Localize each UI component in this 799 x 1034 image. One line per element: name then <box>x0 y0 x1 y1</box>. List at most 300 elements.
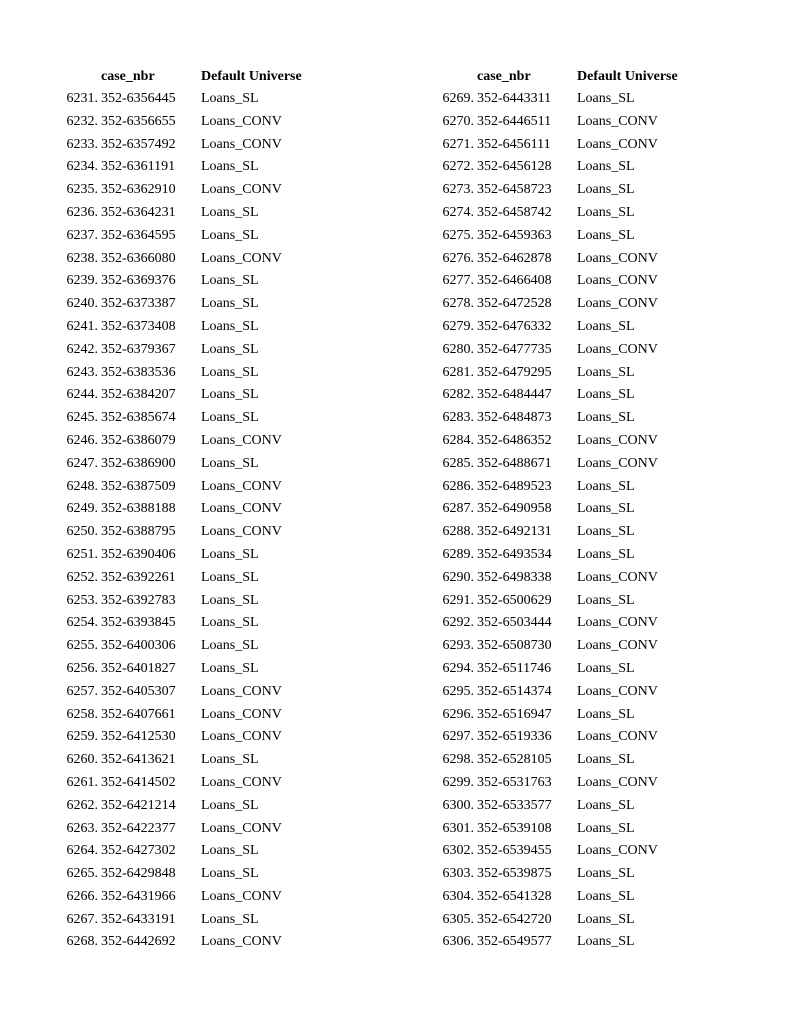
table-row <box>432 544 762 567</box>
universe-value: Loans_SL <box>201 387 259 403</box>
table-row <box>56 704 386 727</box>
case-number: 352-6462878 <box>477 250 552 266</box>
table-row <box>432 567 762 590</box>
case-number: 352-6541328 <box>477 888 552 904</box>
case-number: 352-6500629 <box>477 592 552 608</box>
row-number: 6273. <box>442 182 474 198</box>
case-number: 352-6401827 <box>101 660 176 676</box>
case-number: 352-6356445 <box>101 91 176 106</box>
case-number: 352-6393845 <box>101 615 176 631</box>
table-row <box>56 612 386 635</box>
case-number: 352-6386079 <box>101 432 176 448</box>
universe-value: Loans_CONV <box>201 501 282 517</box>
table-row <box>432 498 762 521</box>
case-number: 352-6466408 <box>477 273 552 289</box>
table-row <box>56 339 386 362</box>
case-number: 352-6549577 <box>477 934 552 950</box>
case-number: 352-6400306 <box>101 638 176 654</box>
case-number: 352-6498338 <box>477 569 552 585</box>
universe-value: Loans_SL <box>201 752 259 768</box>
universe-value: Loans_CONV <box>577 843 658 859</box>
row-number: 6285. <box>442 455 474 471</box>
universe-value: Loans_CONV <box>577 638 658 654</box>
case-number: 352-6477735 <box>477 341 552 357</box>
universe-value: Loans_CONV <box>201 706 282 722</box>
universe-value: Loans_SL <box>201 797 259 813</box>
row-number: 6281. <box>442 364 474 380</box>
universe-value: Loans_CONV <box>577 774 658 790</box>
case-number: 352-6456111 <box>477 136 551 152</box>
universe-value: Loans_CONV <box>577 683 658 699</box>
universe-value: Loans_SL <box>577 182 635 198</box>
universe-value: Loans_SL <box>577 478 635 494</box>
case-number: 352-6362910 <box>101 182 176 198</box>
universe-value: Loans_SL <box>201 455 259 471</box>
case-number: 352-6373387 <box>101 296 176 312</box>
case-number: 352-6484873 <box>477 410 552 426</box>
case-number: 352-6390406 <box>101 546 176 562</box>
row-number: 6264. <box>66 843 98 859</box>
case-number: 352-6531763 <box>477 774 552 790</box>
universe-value: Loans_SL <box>577 159 635 175</box>
universe-value: Loans_SL <box>201 159 259 175</box>
universe-value: Loans_CONV <box>201 524 282 540</box>
case-number: 352-6383536 <box>101 364 176 380</box>
universe-value: Loans_SL <box>201 866 259 882</box>
table-row <box>56 726 386 749</box>
case-nbr-header: case_nbr <box>101 69 155 84</box>
row-number: 6277. <box>442 273 474 289</box>
table-row <box>56 818 386 841</box>
row-number: 6250. <box>66 524 98 540</box>
row-number: 6296. <box>442 706 474 722</box>
table-row <box>56 863 386 886</box>
row-number: 6270. <box>442 113 474 129</box>
universe-value: Loans_CONV <box>201 113 282 129</box>
case-number: 352-6488671 <box>477 455 552 471</box>
universe-value: Loans_SL <box>201 273 259 289</box>
universe-value: Loans_CONV <box>201 888 282 904</box>
case-number: 352-6385674 <box>101 410 176 426</box>
row-number: 6253. <box>66 592 98 608</box>
table-row <box>56 270 386 293</box>
case-number: 352-6514374 <box>477 683 552 699</box>
table-row <box>432 407 762 430</box>
row-number: 6302. <box>442 843 474 859</box>
table-row <box>56 111 386 134</box>
row-number: 6243. <box>66 364 98 380</box>
table-row <box>432 179 762 202</box>
universe-value: Loans_CONV <box>201 432 282 448</box>
universe-value: Loans_SL <box>201 296 259 312</box>
universe-value: Loans_SL <box>201 341 259 357</box>
table-row <box>432 521 762 544</box>
row-number: 6303. <box>442 866 474 882</box>
case-number: 352-6373408 <box>101 318 176 334</box>
table-row <box>56 681 386 704</box>
row-number: 6274. <box>442 204 474 220</box>
table-row <box>56 909 386 932</box>
row-number: 6276. <box>442 250 474 266</box>
row-number: 6247. <box>66 455 98 471</box>
table-row <box>56 772 386 795</box>
row-number: 6241. <box>66 318 98 334</box>
universe-value: Loans_CONV <box>577 273 658 289</box>
row-number: 6299. <box>442 774 474 790</box>
universe-value: Loans_CONV <box>577 615 658 631</box>
row-number: 6233. <box>66 136 98 152</box>
row-number: 6300. <box>442 797 474 813</box>
case-number: 352-6388188 <box>101 501 176 517</box>
row-number: 6231. <box>66 91 98 106</box>
table-row <box>56 635 386 658</box>
universe-value: Loans_CONV <box>201 478 282 494</box>
row-number: 6240. <box>66 296 98 312</box>
row-number: 6248. <box>66 478 98 494</box>
table-row <box>56 156 386 179</box>
row-number: 6267. <box>66 911 98 927</box>
table-row <box>56 134 386 157</box>
case-number: 352-6413621 <box>101 752 176 768</box>
table-row <box>432 590 762 613</box>
table-row <box>432 384 762 407</box>
row-number: 6284. <box>442 432 474 448</box>
case-number: 352-6392261 <box>101 569 176 585</box>
left-table <box>56 66 386 954</box>
case-number: 352-6369376 <box>101 273 176 289</box>
row-number: 6260. <box>66 752 98 768</box>
universe-value: Loans_SL <box>577 660 635 676</box>
case-number: 352-6384207 <box>101 387 176 403</box>
universe-value: Loans_CONV <box>201 683 282 699</box>
case-number: 352-6405307 <box>101 683 176 699</box>
case-number: 352-6542720 <box>477 911 552 927</box>
case-number: 352-6458723 <box>477 182 552 198</box>
row-number: 6244. <box>66 387 98 403</box>
case-number: 352-6459363 <box>477 227 552 243</box>
case-number: 352-6414502 <box>101 774 176 790</box>
row-number: 6304. <box>442 888 474 904</box>
universe-value: Loans_CONV <box>201 820 282 836</box>
table-row <box>432 704 762 727</box>
table-row <box>432 270 762 293</box>
row-number: 6291. <box>442 592 474 608</box>
case-number: 352-6379367 <box>101 341 176 357</box>
table-row <box>432 749 762 772</box>
table-row <box>56 544 386 567</box>
table-row <box>432 818 762 841</box>
table-row <box>56 658 386 681</box>
case-number: 352-6364595 <box>101 227 176 243</box>
row-number: 6271. <box>442 136 474 152</box>
table-row <box>56 931 386 954</box>
table-row <box>56 521 386 544</box>
universe-value: Loans_SL <box>577 318 635 334</box>
universe-value: Loans_SL <box>577 820 635 836</box>
case-number: 352-6446511 <box>477 113 552 129</box>
row-number: 6301. <box>442 820 474 836</box>
row-number: 6288. <box>442 524 474 540</box>
table-row <box>432 248 762 271</box>
case-number: 352-6387509 <box>101 478 176 494</box>
default-universe-header: Default Universe <box>201 69 302 84</box>
universe-value: Loans_SL <box>577 387 635 403</box>
universe-value: Loans_SL <box>577 364 635 380</box>
table-row <box>56 430 386 453</box>
row-number: 6261. <box>66 774 98 790</box>
right-table-header <box>432 66 762 88</box>
right-table <box>432 66 762 954</box>
table-row <box>432 658 762 681</box>
table-row <box>432 134 762 157</box>
table-row <box>56 316 386 339</box>
row-number: 6283. <box>442 410 474 426</box>
universe-value: Loans_CONV <box>577 455 658 471</box>
case-number: 352-6386900 <box>101 455 176 471</box>
case-number: 352-6484447 <box>477 387 552 403</box>
case-number: 352-6458742 <box>477 204 552 220</box>
table-row <box>432 430 762 453</box>
universe-value: Loans_SL <box>201 660 259 676</box>
row-number: 6263. <box>66 820 98 836</box>
table-row <box>56 384 386 407</box>
row-number: 6232. <box>66 113 98 129</box>
row-number: 6292. <box>442 615 474 631</box>
case-number: 352-6492131 <box>477 524 552 540</box>
case-number: 352-6516947 <box>477 706 552 722</box>
universe-value: Loans_CONV <box>201 250 282 266</box>
universe-value: Loans_SL <box>577 866 635 882</box>
row-number: 6256. <box>66 660 98 676</box>
row-number: 6266. <box>66 888 98 904</box>
table-row <box>56 407 386 430</box>
row-number: 6234. <box>66 159 98 175</box>
case-number: 352-6489523 <box>477 478 552 494</box>
table-row <box>56 453 386 476</box>
universe-value: Loans_SL <box>577 204 635 220</box>
universe-value: Loans_SL <box>577 227 635 243</box>
row-number: 6258. <box>66 706 98 722</box>
case-number: 352-6539108 <box>477 820 552 836</box>
right-table-body <box>432 88 762 954</box>
row-number: 6293. <box>442 638 474 654</box>
universe-value: Loans_SL <box>577 934 635 950</box>
row-number: 6259. <box>66 729 98 745</box>
case-number: 352-6456128 <box>477 159 552 175</box>
case-number: 352-6442692 <box>101 934 176 950</box>
case-number: 352-6357492 <box>101 136 176 152</box>
table-row <box>432 840 762 863</box>
left-table-body <box>56 88 386 954</box>
universe-value: Loans_CONV <box>577 250 658 266</box>
row-number: 6265. <box>66 866 98 882</box>
row-number: 6245. <box>66 410 98 426</box>
universe-value: Loans_SL <box>201 546 259 562</box>
row-number: 6257. <box>66 683 98 699</box>
case-number: 352-6433191 <box>101 911 176 927</box>
row-number: 6235. <box>66 182 98 198</box>
default-universe-header: Default Universe <box>577 69 678 84</box>
table-row <box>432 681 762 704</box>
table-row <box>432 156 762 179</box>
universe-value: Loans_SL <box>201 204 259 220</box>
case-number: 352-6528105 <box>477 752 552 768</box>
table-row <box>56 88 386 111</box>
table-row <box>432 931 762 954</box>
universe-value: Loans_CONV <box>577 432 658 448</box>
table-row <box>432 225 762 248</box>
row-number: 6275. <box>442 227 474 243</box>
table-row <box>432 795 762 818</box>
table-row <box>56 293 386 316</box>
universe-value: Loans_CONV <box>201 136 282 152</box>
universe-value: Loans_SL <box>577 592 635 608</box>
table-row <box>432 476 762 499</box>
row-number: 6238. <box>66 250 98 266</box>
case-number: 352-6508730 <box>477 638 552 654</box>
universe-value: Loans_CONV <box>577 136 658 152</box>
universe-value: Loans_SL <box>577 91 635 106</box>
universe-value: Loans_SL <box>201 410 259 426</box>
universe-value: Loans_SL <box>577 524 635 540</box>
row-number: 6239. <box>66 273 98 289</box>
universe-value: Loans_SL <box>201 843 259 859</box>
case-number: 352-6361191 <box>101 159 176 175</box>
row-number: 6297. <box>442 729 474 745</box>
table-row <box>56 476 386 499</box>
case-number: 352-6490958 <box>477 501 552 517</box>
universe-value: Loans_CONV <box>201 934 282 950</box>
universe-value: Loans_SL <box>201 569 259 585</box>
case-number: 352-6479295 <box>477 364 552 380</box>
table-row <box>432 453 762 476</box>
universe-value: Loans_CONV <box>201 182 282 198</box>
universe-value: Loans_CONV <box>577 296 658 312</box>
row-number: 6254. <box>66 615 98 631</box>
universe-value: Loans_SL <box>201 91 259 106</box>
table-row <box>432 772 762 795</box>
universe-value: Loans_SL <box>201 592 259 608</box>
universe-value: Loans_SL <box>201 615 259 631</box>
universe-value: Loans_SL <box>577 501 635 517</box>
case-number: 352-6431966 <box>101 888 176 904</box>
universe-value: Loans_CONV <box>577 569 658 585</box>
row-number: 6246. <box>66 432 98 448</box>
case-number: 352-6364231 <box>101 204 176 220</box>
table-row <box>432 88 762 111</box>
row-number: 6298. <box>442 752 474 768</box>
case-number: 352-6519336 <box>477 729 552 745</box>
universe-value: Loans_SL <box>577 797 635 813</box>
case-number: 352-6388795 <box>101 524 176 540</box>
table-row <box>432 111 762 134</box>
table-row <box>56 590 386 613</box>
row-number: 6294. <box>442 660 474 676</box>
case-number: 352-6427302 <box>101 843 176 859</box>
universe-value: Loans_SL <box>201 911 259 927</box>
table-row <box>56 248 386 271</box>
table-row <box>432 886 762 909</box>
table-row <box>432 909 762 932</box>
table-row <box>56 840 386 863</box>
row-number: 6252. <box>66 569 98 585</box>
row-number: 6289. <box>442 546 474 562</box>
universe-value: Loans_CONV <box>201 774 282 790</box>
case-number: 352-6412530 <box>101 729 176 745</box>
row-number: 6287. <box>442 501 474 517</box>
table-row <box>56 886 386 909</box>
universe-value: Loans_SL <box>201 227 259 243</box>
table-row <box>56 795 386 818</box>
left-table-header <box>56 66 386 88</box>
table-row <box>56 225 386 248</box>
universe-value: Loans_SL <box>577 752 635 768</box>
table-row <box>432 362 762 385</box>
row-number: 6262. <box>66 797 98 813</box>
universe-value: Loans_SL <box>201 318 259 334</box>
row-number: 6251. <box>66 546 98 562</box>
case-number: 352-6392783 <box>101 592 176 608</box>
row-number: 6278. <box>442 296 474 312</box>
case-number: 352-6533577 <box>477 797 552 813</box>
table-row <box>432 635 762 658</box>
row-number: 6280. <box>442 341 474 357</box>
universe-value: Loans_CONV <box>201 729 282 745</box>
table-row <box>432 202 762 225</box>
row-number: 6295. <box>442 683 474 699</box>
row-number: 6282. <box>442 387 474 403</box>
universe-value: Loans_CONV <box>577 729 658 745</box>
table-row <box>432 726 762 749</box>
case-number: 352-6366080 <box>101 250 176 266</box>
row-number: 6268. <box>66 934 98 950</box>
row-number: 6236. <box>66 204 98 220</box>
case-number: 352-6539455 <box>477 843 552 859</box>
table-row <box>432 863 762 886</box>
table-row <box>432 316 762 339</box>
row-number: 6305. <box>442 911 474 927</box>
table-row <box>432 293 762 316</box>
table-row <box>432 612 762 635</box>
case-number: 352-6511746 <box>477 660 552 676</box>
table-row <box>56 202 386 225</box>
universe-value: Loans_SL <box>577 706 635 722</box>
table-row <box>56 749 386 772</box>
universe-value: Loans_SL <box>577 888 635 904</box>
row-number: 6272. <box>442 159 474 175</box>
table-row <box>56 498 386 521</box>
table-row <box>432 339 762 362</box>
universe-value: Loans_CONV <box>577 341 658 357</box>
case-nbr-header: case_nbr <box>477 69 531 84</box>
table-row <box>56 567 386 590</box>
case-number: 352-6421214 <box>101 797 176 813</box>
row-number: 6237. <box>66 227 98 243</box>
case-number: 352-6493534 <box>477 546 552 562</box>
case-number: 352-6443311 <box>477 91 552 106</box>
case-number: 352-6356655 <box>101 113 176 129</box>
case-number: 352-6486352 <box>477 432 552 448</box>
universe-value: Loans_SL <box>577 410 635 426</box>
universe-value: Loans_SL <box>577 546 635 562</box>
case-number: 352-6476332 <box>477 318 552 334</box>
row-number: 6286. <box>442 478 474 494</box>
universe-value: Loans_SL <box>577 911 635 927</box>
row-number: 6279. <box>442 318 474 334</box>
case-number: 352-6407661 <box>101 706 176 722</box>
row-number: 6249. <box>66 501 98 517</box>
case-number: 352-6539875 <box>477 866 552 882</box>
